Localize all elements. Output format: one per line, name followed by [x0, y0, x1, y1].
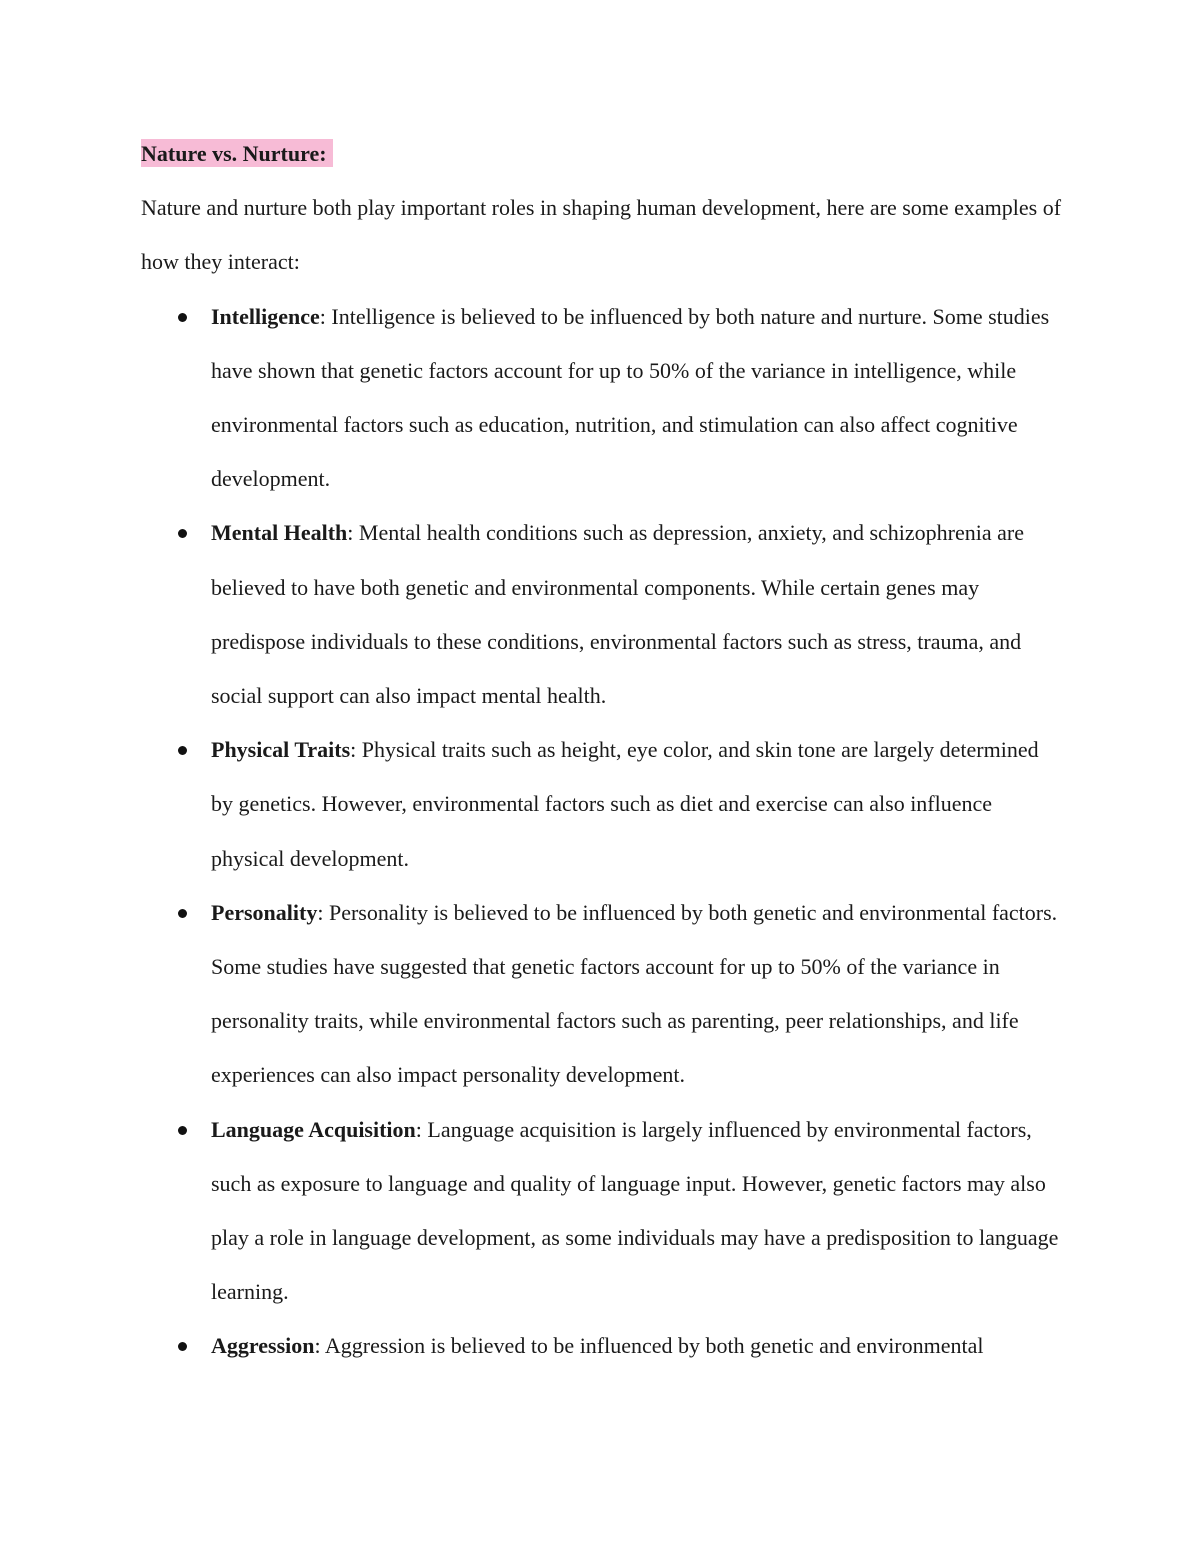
item-term: Personality: [211, 899, 318, 925]
topics-list: [141, 290, 1066, 1374]
item-text: Personality is believed to be influenced by both genetic and environmental factors. Some studies have suggested that genetic factors account for up to 50% of the variance in personality traits, while environmental factors such as parenting, peer relationships, and life experiences can also impact personality development.: [211, 899, 1058, 1088]
bullet-icon: [178, 1342, 187, 1351]
list-item-personality: [211, 886, 1066, 1103]
item-text: Language acquisition is largely influenced by environmental factors, such as exposure to language and quality of language input. However, genetic factors may also play a role in language development, as some individuals may have a predisposition to language learning.: [211, 1116, 1059, 1305]
bullet-icon: [178, 909, 187, 918]
bullet-icon: [178, 529, 187, 538]
intro-paragraph: Nature and nurture both play important roles in shaping human development, here are some examples of how they interact:: [141, 195, 1062, 275]
item-separator: :: [317, 899, 329, 925]
item-separator: :: [415, 1116, 428, 1142]
item-term: Aggression: [211, 1333, 315, 1359]
item-term: Mental Health: [211, 520, 348, 546]
item-text: Physical traits such as height, eye color, and skin tone are largely determined by genetics. However, environmental factors such as diet and exercise can also influence physical development.: [211, 737, 1039, 871]
item-text: Intelligence is believed to be influenced by both nature and nurture. Some studies have shown that genetic factors account for up to 50% of the variance in intelligence, while environmental factors such as education, nutrition, and stimulation can also affect cognitive development.: [211, 303, 1050, 492]
item-term: Intelligence: [211, 303, 320, 329]
list-item-language-acquisition: [211, 1103, 1066, 1320]
bullet-icon: [178, 1126, 187, 1135]
item-text: Mental health conditions such as depression, anxiety, and schizophrenia are believed to have both genetic and environmental components. While certain genes may predispose individuals to these conditions, environmental factors such as stress, trauma, and social support can also impact mental health.: [211, 520, 1024, 709]
item-term: Physical Traits: [211, 737, 351, 763]
item-text: Aggression is believed to be influenced by both genetic and environmental: [324, 1333, 984, 1359]
item-term: Language Acquisition: [211, 1116, 416, 1142]
list-item-mental-health: [211, 506, 1066, 723]
bullet-icon: [178, 313, 187, 322]
list-item-physical-traits: [211, 723, 1066, 886]
item-separator: :: [347, 520, 359, 546]
item-separator: :: [314, 1333, 325, 1359]
item-separator: :: [350, 737, 362, 763]
document-body: [141, 127, 1066, 1374]
item-separator: :: [319, 303, 332, 329]
document-heading: Nature vs. Nurture:: [141, 139, 333, 167]
list-item-intelligence: [211, 290, 1066, 507]
bullet-icon: [178, 746, 187, 755]
list-item-aggression: [211, 1319, 1066, 1373]
heading-line: [141, 127, 1066, 181]
